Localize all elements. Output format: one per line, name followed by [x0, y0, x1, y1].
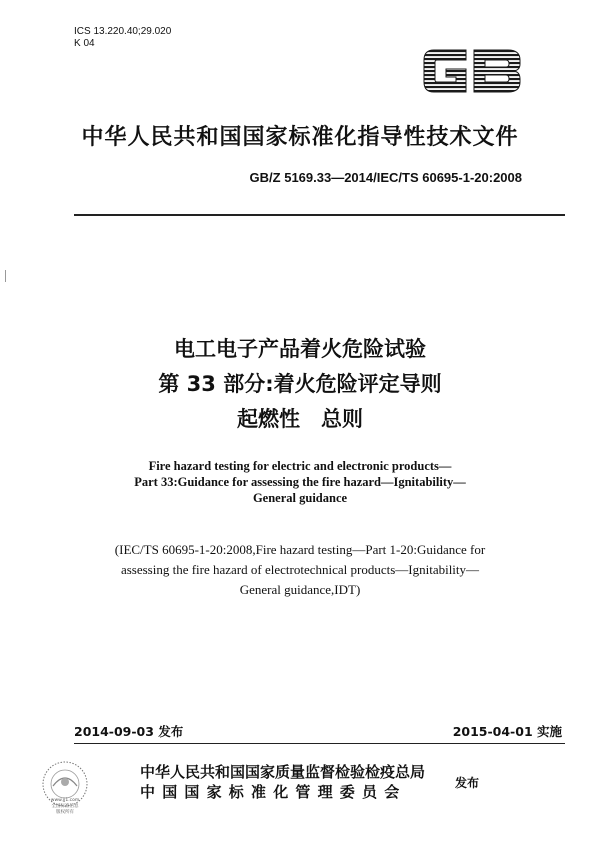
seal-caption-line-2: 全国标准信息 — [51, 804, 79, 809]
seal-caption — [30, 798, 100, 816]
authority-line-2: 中国国家标准化管理委员会 — [140, 783, 407, 801]
bottom-divider — [74, 743, 565, 744]
chinese-title-line-1: 电工电子产品着火危险试验 — [174, 337, 426, 361]
english-title — [0, 458, 600, 506]
seal-caption-line-3: 版权所有 — [56, 810, 74, 815]
implementation-date: 2015-04-01 实施 — [452, 724, 562, 739]
class-code: K 04 — [74, 38, 95, 49]
ics-code: ICS 13.220.40;29.020 — [74, 26, 172, 37]
scan-margin-mark — [5, 270, 9, 282]
document-type-title: 中华人民共和国国家标准化指导性技术文件 — [81, 125, 519, 150]
iec-reference-line-2: assessing the fire hazard of electrotechnical products—Ignitability— — [120, 562, 480, 577]
iec-reference — [0, 540, 600, 600]
iec-reference-line-3: General guidance,IDT) — [239, 582, 361, 597]
english-title-line-3: General guidance — [252, 491, 348, 505]
standard-number: GB/Z 5169.33—2014/IEC/TS 60695-1-20:2008 — [249, 170, 522, 185]
issuing-authorities — [140, 762, 425, 802]
classification-codes — [74, 26, 171, 50]
chinese-title-line-2: 第 33 部分:着火危险评定导则 — [158, 372, 442, 396]
english-title-line-1: Fire hazard testing for electric and electronic products— — [148, 459, 452, 473]
english-title-line-2: Part 33:Guidance for assessing the fire hazard—Ignitability— — [134, 475, 466, 489]
iec-reference-line-1: (IEC/TS 60695-1-20:2008,Fire hazard testing—Part 1-20:Guidance for — [114, 542, 486, 557]
chinese-title-line-3: 起燃性 总则 — [237, 407, 363, 431]
top-divider — [74, 214, 565, 216]
issue-date: 2014-09-03 发布 — [74, 724, 184, 739]
chinese-title — [0, 332, 600, 437]
publish-label: 发布 — [455, 776, 480, 790]
authority-line-1: 中华人民共和国国家质量监督检验检疫总局 — [140, 763, 426, 781]
gb-logo — [418, 42, 528, 100]
seal-caption-line-1: www.jj1.com — [50, 798, 80, 803]
